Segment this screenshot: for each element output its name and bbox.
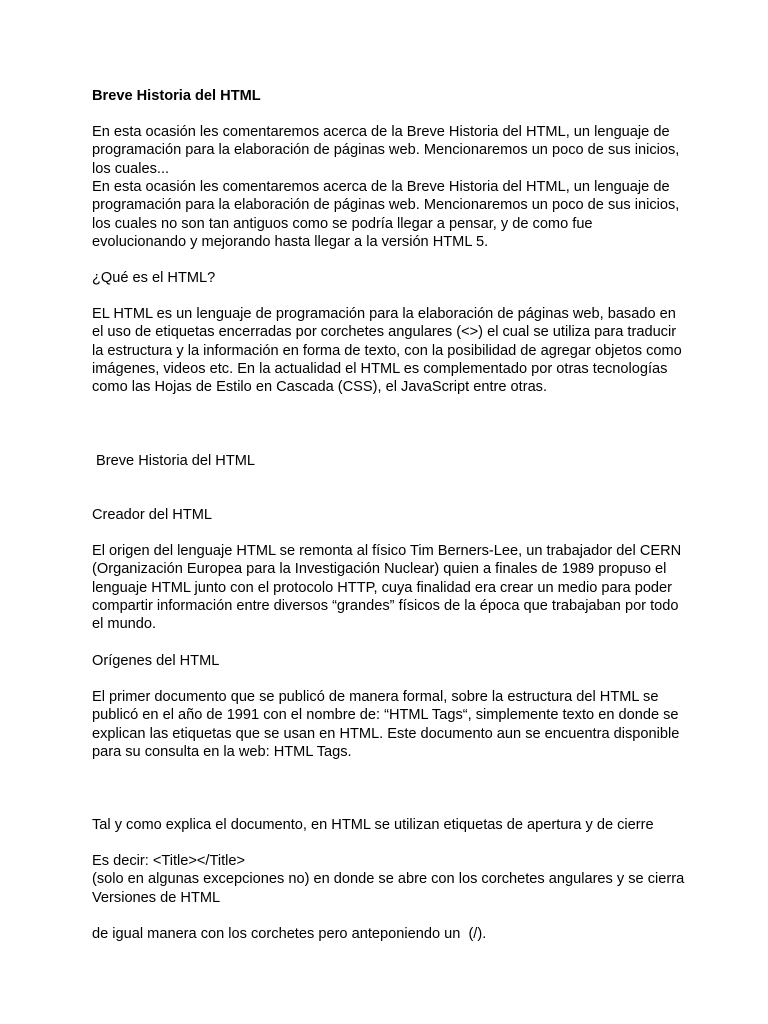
tags-paragraph: [92, 779, 692, 980]
text-line: como las Hojas de Estilo en Cascada (CSS), el JavaScript entre otras.: [92, 379, 548, 396]
text-line: Tal y como explica el documento, en HTML se utilizan etiquetas de apertura y de cierre: [92, 816, 654, 833]
text-line: explican las etiquetas que se usan en HTML. Este documento aun se encuentra disponible: [92, 725, 680, 742]
creator-paragraph: [92, 542, 692, 633]
text-line: el uso de etiquetas encerradas por corchetes angulares (<>) el cual se utiliza para traducir: [92, 324, 677, 341]
example-line: Es decir: <Title></Title>: [92, 853, 246, 869]
text-line: publicó en el año de 1991 con el nombre de: “HTML Tags“, simplemente texto en donde se: [92, 707, 679, 724]
text-line: de igual manera con los corchetes pero anteponiendo un (/).: [92, 926, 487, 943]
text-line: programación para la elaboración de páginas web. Mencionaremos un poco de sus inicios,: [92, 197, 680, 214]
text-line: El primer documento que se publicó de manera formal, sobre la estructura del HTML se: [92, 689, 659, 705]
creator-heading: Creador del HTML: [92, 507, 213, 523]
intro-short-paragraph: [92, 123, 692, 178]
text-line: (solo en algunas excepciones no) en donde se abre con los corchetes angulares y se cierra: [92, 871, 685, 888]
text-line: compartir información entre diversos “grandes” físicos de la época que trabajaban por todo: [92, 597, 679, 614]
text-line: EL HTML es un lenguaje de programación para la elaboración de páginas web, basado en: [92, 306, 676, 322]
text-line: la estructura y la información en forma de texto, con la posibilidad de agregar objetos como: [92, 342, 682, 359]
text-line: En esta ocasión les comentaremos acerca de la Breve Historia del HTML, un lenguaje de: [92, 179, 670, 195]
origins-paragraph: [92, 688, 692, 761]
what-is-html-paragraph: [92, 305, 692, 396]
text-line: para su consulta en la web: HTML Tags.: [92, 743, 352, 760]
text-line: evolucionando y mejorando hasta llegar a la versión HTML 5.: [92, 233, 489, 250]
text-line: En esta ocasión les comentaremos acerca de la Breve Historia del HTML, un lenguaje de: [92, 124, 670, 140]
versions-heading: Versiones de HTML: [92, 890, 221, 906]
text-line: lenguaje HTML junto con el protocolo HTTP, cuya finalidad era crear un medio para poder: [92, 579, 673, 596]
text-line: (Organización Europea para la Investigación Nuclear) quien a finales de 1989 propuso el: [92, 561, 667, 578]
intro-long-paragraph: [92, 178, 692, 251]
text-line: el mundo.: [92, 616, 157, 633]
text-line: El origen del lenguaje HTML se remonta al físico Tim Berners-Lee, un trabajador del CERN: [92, 543, 682, 559]
text-line: imágenes, videos etc. En la actualidad el HTML es complementado por otras tecnologías: [92, 360, 668, 377]
document-title: Breve Historia del HTML: [92, 88, 261, 104]
text-line: los cuales no son tan antiguos como se podría llegar a pensar, y de como fue: [92, 215, 593, 232]
section-title: Breve Historia del HTML: [92, 453, 256, 469]
origins-heading: Orígenes del HTML: [92, 653, 220, 669]
what-is-html-heading: ¿Qué es el HTML?: [92, 270, 216, 286]
text-line: programación para la elaboración de páginas web. Mencionaremos un poco de sus inicios,: [92, 142, 680, 159]
text-line: los cuales...: [92, 160, 170, 177]
